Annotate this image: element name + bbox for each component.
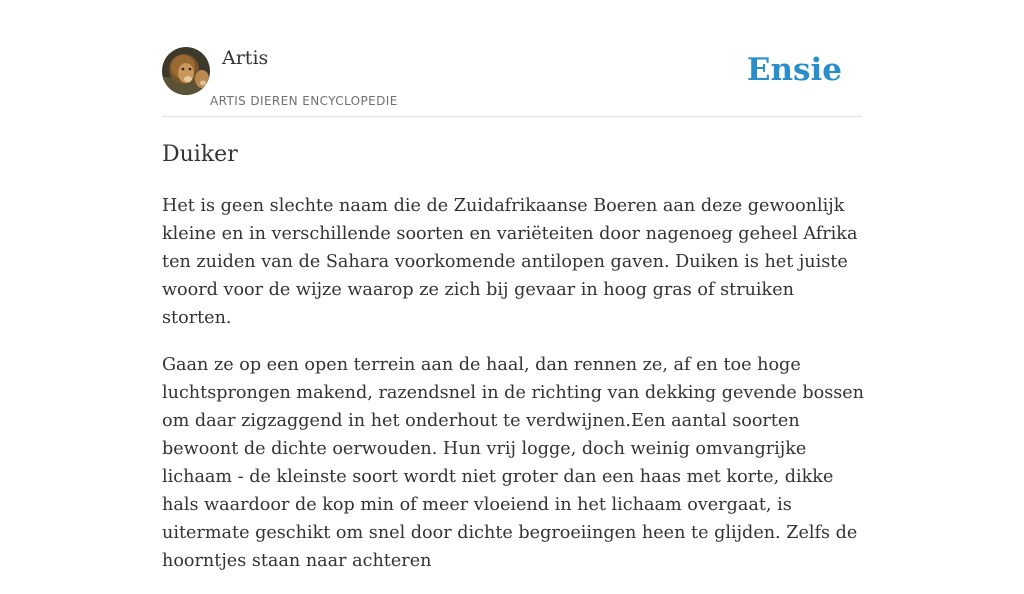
page-title: Duiker: [162, 142, 238, 167]
page: [162, 0, 864, 571]
ensie-logo[interactable]: Ensie: [746, 52, 842, 88]
encyclopedia-subtitle[interactable]: ARTIS DIEREN ENCYCLOPEDIE: [210, 94, 398, 108]
article-body: [162, 192, 864, 594]
author-name[interactable]: Artis: [222, 47, 269, 69]
article-paragraph: Het is geen slechte naam die de Zuidafrikaanse Boeren aan deze gewoonlijk kleine en in verschillende soorten en variëteiten door nagenoeg geheel Afrika ten zuiden van de Sahara voorkomende antilopen gaven. Duiken is het juiste woord voor de wijze waarop ze zich bij gevaar in hoog gras of struiken storten.: [162, 196, 858, 328]
lion-avatar-icon[interactable]: [162, 47, 210, 95]
header: [162, 0, 862, 117]
article-paragraph: Gaan ze op een open terrein aan de haal, dan rennen ze, af en toe hoge luchtsprongen makend, razendsnel in de richting van dekking gevende bossen om daar zigzaggend in het onderhout te verdwijnen.Een aantal soorten bewoont de dichte oerwouden. Hun vrij logge, doch weinig omvangrijke lichaam - de kleinste soort wordt niet groter dan een haas met korte, dikke hals waardoor de kop min of meer vloeiend in het lichaam overgaat, is uitermate geschikt om snel door dichte begroeiingen heen te glijden. Zelfs de hoorntjes staan naar achteren: [162, 355, 864, 571]
